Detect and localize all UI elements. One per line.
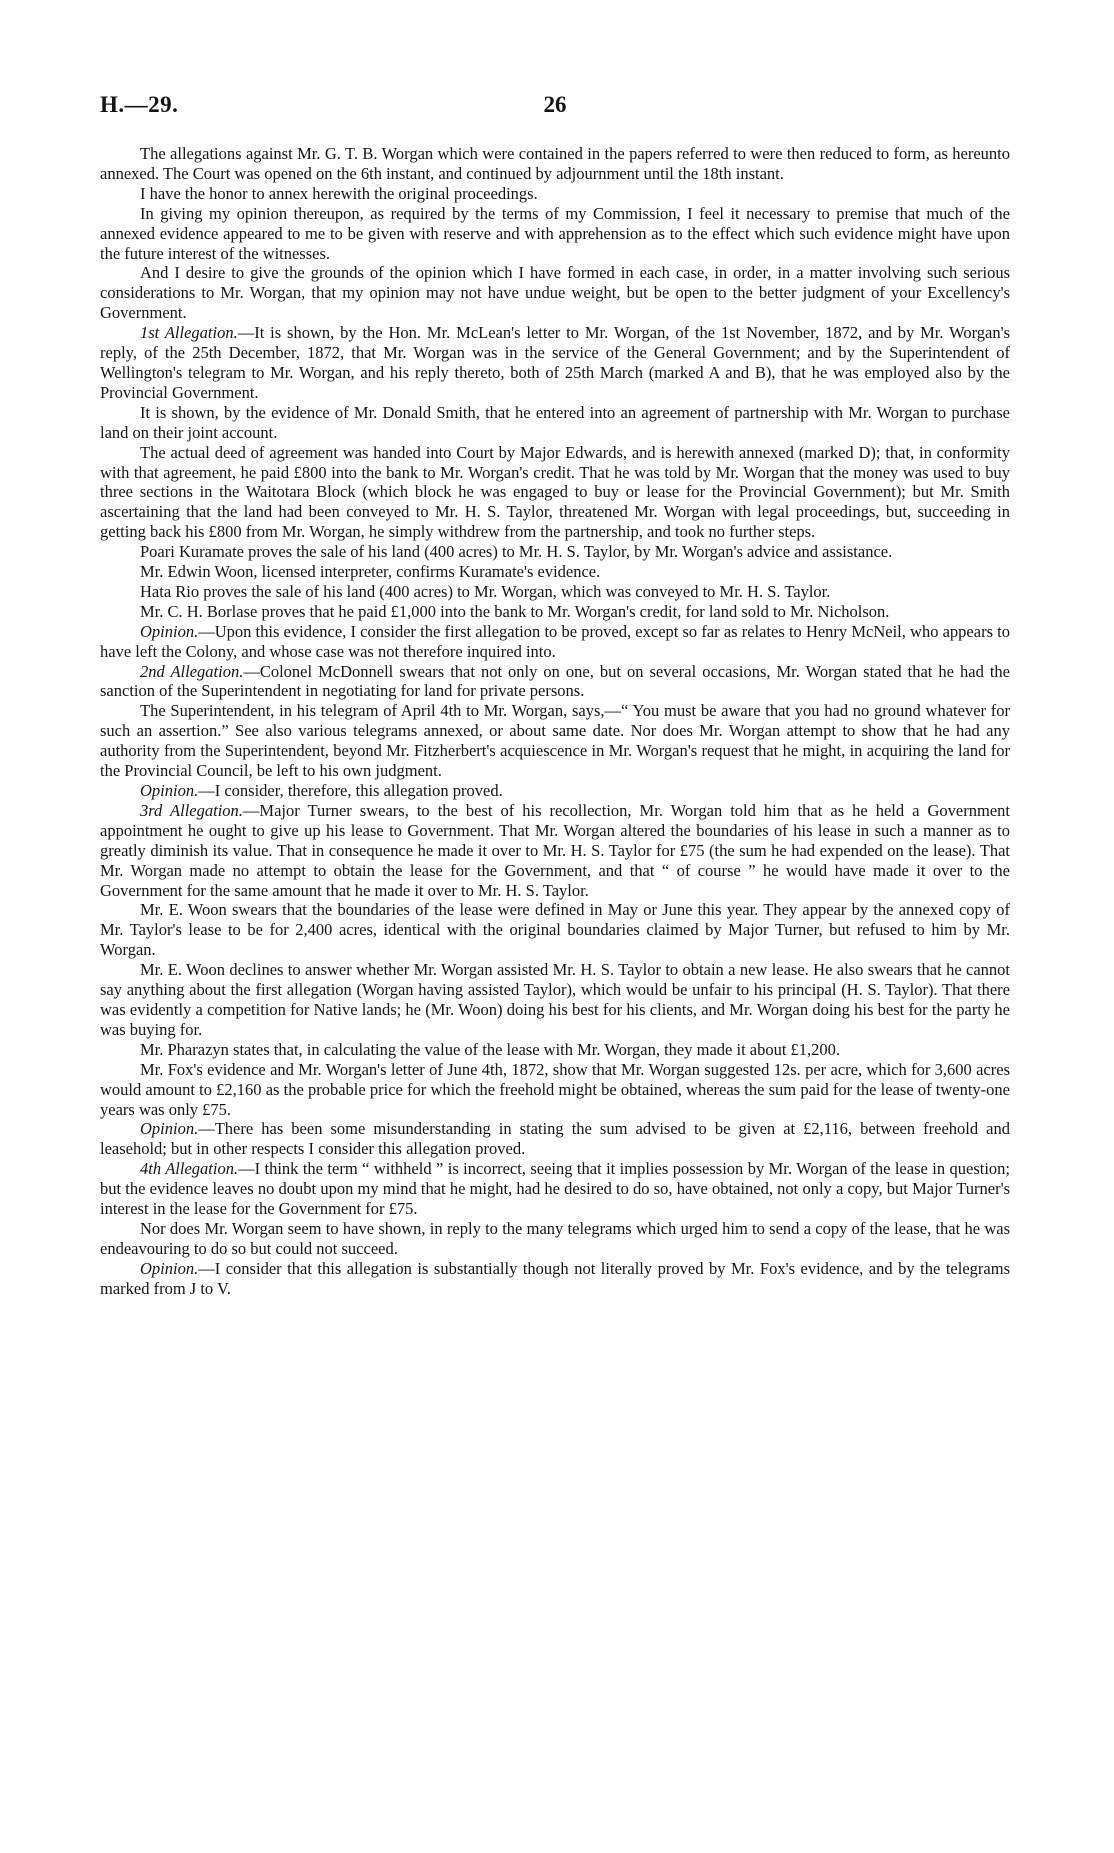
paragraph-text: Mr. E. Woon declines to answer whether Mr. Worgan assisted Mr. H. S. Taylor to obtain a new lease. He also swears that he cannot say anything about the first allegation (Worgan having assisted Taylor), which would be unfair to his principal (H. S. Taylor). That there was evidently a competition for Native lands; he (Mr. Woon) doing his best for his clients, and Mr. Worgan doing his best for the party he was buying for.: [100, 960, 1010, 1039]
paragraph: [100, 1040, 1010, 1060]
paragraph-lead: 1st Allegation.: [140, 323, 238, 343]
paragraph-text: Mr. Edwin Woon, licensed interpreter, confirms Kuramate's evidence.: [140, 562, 601, 582]
paragraph: [100, 582, 1010, 602]
page-header: [100, 92, 1010, 134]
paragraph-text: Mr. Pharazyn states that, in calculating the value of the lease with Mr. Worgan, they made it about £1,200.: [140, 1039, 841, 1059]
paragraph: [100, 403, 1010, 443]
paragraph: [100, 801, 1010, 901]
paragraph-text: The actual deed of agreement was handed into Court by Major Edwards, and is herewith annexed (marked D); that, in conformity with that agreement, he paid £800 into the bank to Mr. Worgan's credit. That he was told by Mr. Worgan that the money was used to buy three sections in the Waitotara Block (which block he was engaged to buy or lease for the Provincial Government); but Mr. Smith ascertaining that the land had been conveyed to Mr. H. S. Taylor, threatened Mr. Worgan with legal proceedings, but, succeeding in getting back his £800 from Mr. Worgan, he simply withdrew from the partnership, and took no further steps.: [100, 442, 1010, 542]
paragraph-text: —Upon this evidence, I consider the first allegation to be proved, except so far as relates to Henry McNeil, who appears to have left the Colony, and whose case was not therefore inquired into.: [100, 621, 1010, 661]
paragraph-text: Mr. E. Woon swears that the boundaries of the lease were defined in May or June this year. They appear by the annexed copy of Mr. Taylor's lease to be for 2,400 acres, identical with the original boundaries claimed by Major Turner, but refused to him by Mr. Worgan.: [100, 900, 1010, 960]
paragraph-text: —I consider that this allegation is substantially though not literally proved by Mr. Fox's evidence, and by the telegrams marked from J to V.: [100, 1258, 1010, 1298]
paragraph-lead: Opinion.: [140, 621, 199, 641]
document-body: [100, 144, 1010, 1299]
paragraph: [100, 443, 1010, 543]
paragraph: [100, 1119, 1010, 1159]
paragraph-text: The Superintendent, in his telegram of April 4th to Mr. Worgan, says,—“ You must be aware that you had no ground whatever for such an assertion.” See also various telegrams annexed, or about same date. Nor does Mr. Worgan attempt to show that he had any authority from the Superintendent, beyond Mr. Fitzherbert's acquiescence in Mr. Worgan's request that he might, in acquiring the land for the Provincial Council, be left to his own judgment.: [100, 701, 1010, 781]
paragraph-text: Nor does Mr. Worgan seem to have shown, in reply to the many telegrams which urged him to send a copy of the lease, that he was endeavouring to do so but could not succeed.: [100, 1218, 1010, 1258]
paragraph-lead: 2nd Allegation.: [140, 661, 244, 681]
paragraph-text: And I desire to give the grounds of the opinion which I have formed in each case, in order, in a matter involving such serious considerations to Mr. Worgan, that my opinion may not have undue weight, but be open to the better judgment of your Excellency's Government.: [100, 263, 1010, 323]
paragraph-text: —Major Turner swears, to the best of his recollection, Mr. Worgan told him that as he held a Government appointment he ought to give up his lease to Government. That Mr. Worgan altered the boundaries of his lease in such a manner as to greatly diminish its value. That in consequence he made it over to Mr. H. S. Taylor for £75 (the sum he had expended on the lease). That Mr. Worgan made no attempt to obtain the lease for the Government, and that “ of course ” he would have made it over to the Government for the same amount that he made it over to Mr. H. S. Taylor.: [100, 800, 1010, 900]
paragraph-text: —There has been some misunderstanding in stating the sum advised to be given at £2,116, between freehold and leasehold; but in other respects I consider this allegation proved.: [100, 1119, 1010, 1159]
document-reference: H.—29.: [100, 92, 179, 117]
paragraph: [100, 323, 1010, 403]
paragraph-lead: 4th Allegation.: [140, 1159, 239, 1179]
paragraph-text: —I think the term “ withheld ” is incorrect, seeing that it implies possession by Mr. Worgan of the lease in question; but the evidence leaves no doubt upon my mind that he might, had he desired to do so, have obtained, not only a copy, but Major Turner's interest in the lease for the Government for £75.: [100, 1159, 1010, 1219]
paragraph-lead: 3rd Allegation.: [140, 800, 243, 820]
paragraph: [100, 263, 1010, 323]
paragraph: [100, 662, 1010, 702]
paragraph-text: I have the honor to annex herewith the original proceedings.: [140, 183, 538, 203]
paragraph: [100, 144, 1010, 184]
paragraph: [100, 204, 1010, 264]
paragraph: [100, 960, 1010, 1040]
paragraph: [100, 1159, 1010, 1219]
paragraph-lead: Opinion.: [140, 781, 199, 800]
paragraph: [100, 184, 1010, 204]
paragraph: [100, 542, 1010, 562]
paragraph: [100, 602, 1010, 622]
paragraph-lead: Opinion.: [140, 1258, 199, 1278]
paragraph-text: —Colonel McDonnell swears that not only on one, but on several occasions, Mr. Worgan stated that he had the sanction of the Superintendent in negotiating for land for private persons.: [100, 661, 1010, 701]
paragraph-text: The allegations against Mr. G. T. B. Worgan which were contained in the papers referred to were then reduced to form, as hereunto annexed. The Court was opened on the 6th instant, and continued by adjournment until the 18th instant.: [100, 144, 1010, 183]
paragraph: [100, 1259, 1010, 1299]
paragraph: [100, 1219, 1010, 1259]
paragraph: [100, 622, 1010, 662]
paragraph-text: Hata Rio proves the sale of his land (400 acres) to Mr. Worgan, which was conveyed to Mr. H. S. Taylor.: [140, 581, 831, 601]
paragraph: [100, 1060, 1010, 1120]
paragraph: [100, 701, 1010, 781]
paragraph-text: In giving my opinion thereupon, as required by the terms of my Commission, I feel it necessary to premise that much of the annexed evidence appeared to me to be given with reserve and with apprehension as to the effect which such evidence might have upon the future interest of the witnesses.: [100, 203, 1010, 263]
paragraph: [100, 781, 1010, 801]
paragraph-text: —It is shown, by the Hon. Mr. McLean's letter to Mr. Worgan, of the 1st November, 1872, and by Mr. Worgan's reply, of the 25th December, 1872, that Mr. Worgan was in the service of the General Government; and by the Superintendent of Wellington's telegram to Mr. Worgan, and his reply thereto, both of 25th March (marked A and B), that he was employed also by the Provincial Government.: [100, 323, 1010, 402]
paragraph-text: Poari Kuramate proves the sale of his land (400 acres) to Mr. H. S. Taylor, by Mr. Worgan's advice and assistance.: [140, 542, 893, 562]
paragraph-text: Mr. C. H. Borlase proves that he paid £1,000 into the bank to Mr. Worgan's credit, for land sold to Mr. Nicholson.: [140, 601, 890, 621]
paragraph-text: —I consider, therefore, this allegation proved.: [198, 781, 503, 800]
paragraph-lead: Opinion.: [140, 1119, 199, 1139]
paragraph: [100, 562, 1010, 582]
paragraph: [100, 900, 1010, 960]
page-number: 26: [543, 92, 567, 117]
paragraph-text: Mr. Fox's evidence and Mr. Worgan's letter of June 4th, 1872, show that Mr. Worgan suggested 12s. per acre, which for 3,600 acres would amount to £2,160 as the probable price for which the freehold might be obtained, whereas the sum paid for the lease of twenty-one years was only £75.: [100, 1059, 1010, 1119]
paragraph-text: It is shown, by the evidence of Mr. Donald Smith, that he entered into an agreement of partnership with Mr. Worgan to purchase land on their joint account.: [100, 402, 1010, 442]
